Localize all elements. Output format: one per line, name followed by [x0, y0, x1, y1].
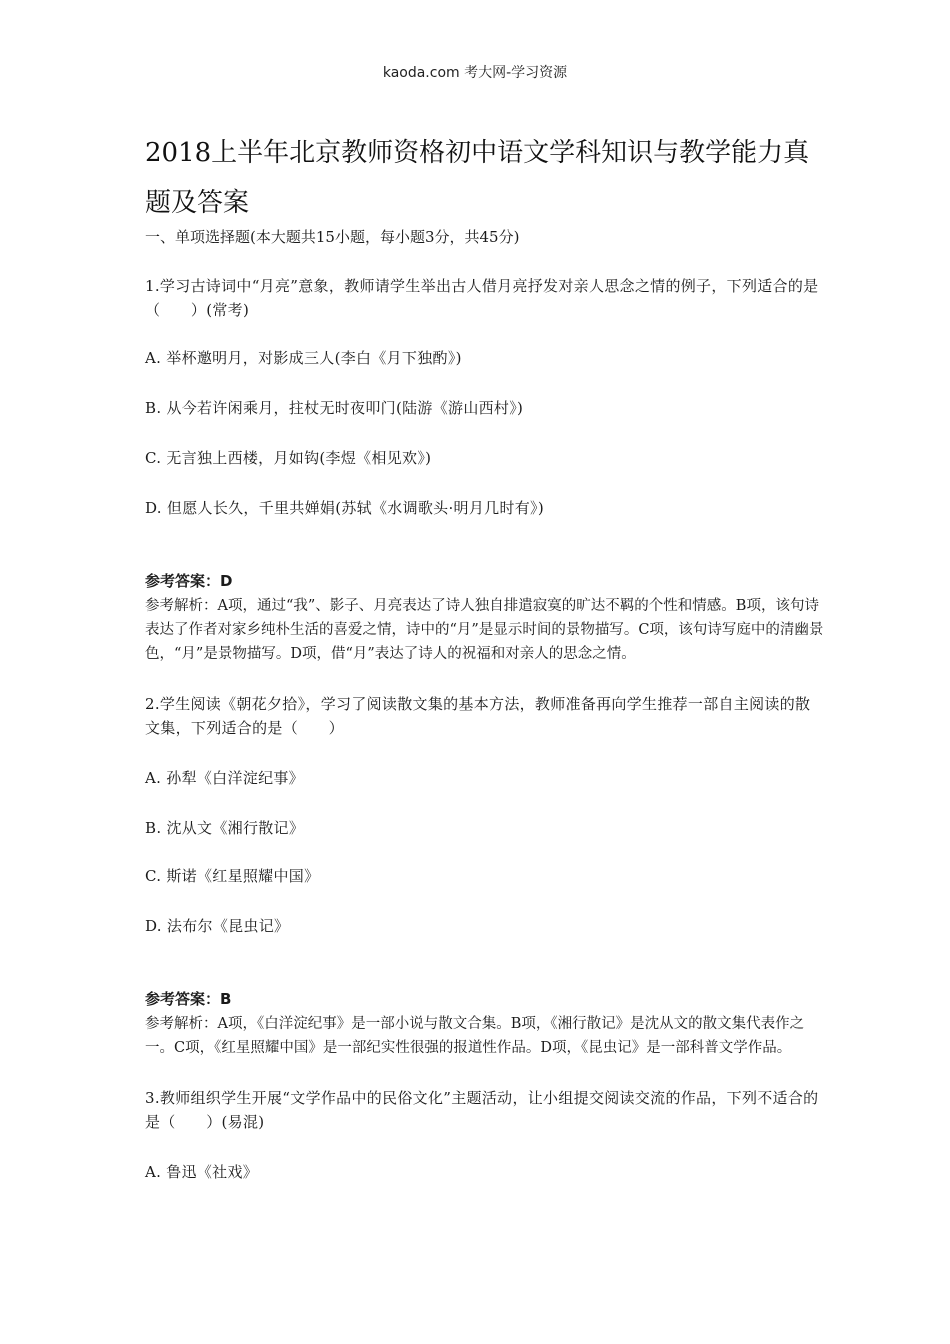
question-1-option-a: A. 举杯邀明月，对影成三人(李白《月下独酌》) — [145, 349, 462, 367]
question-1-option-c: C. 无言独上西楼，月如钩(李煜《相见欢》) — [145, 449, 432, 467]
section-heading: 一、单项选择题(本大题共15小题，每小题3分，共45分) — [145, 228, 520, 246]
question-1-analysis: 参考解析：A项，通过“我”、影子、月亮表达了诗人独自排遣寂寞的旷达不羁的个性和情感。B项，该句诗表达了作者对家乡纯朴生活的喜爱之情，诗中的“月”是显示时间的景物描写。C项，该句诗写庭中的清幽景色，“月”是景物描写。D项，借“月”表达了诗人的祝福和对亲人的思念之情。 — [145, 598, 824, 662]
page-header: kaoda.com 考大网-学习资源 — [382, 65, 568, 81]
question-1-stem: 1.学习古诗词中“月亮”意象，教师请学生举出古人借月亮抒发对亲人思念之情的例子，下列适合的是（ ）(常考) — [145, 277, 819, 319]
question-2-option-c: C. 斯诺《红星照耀中国》 — [145, 867, 320, 885]
question-1-option-b: B. 从今若许闲乘月，拄杖无时夜叩门(陆游《游山西村》) — [145, 399, 524, 417]
document-title: 2018上半年北京教师资格初中语文学科知识与教学能力真题及答案 — [145, 138, 810, 218]
question-1-answer: 参考答案：D — [145, 572, 233, 590]
question-1-option-d: D. 但愿人长久，千里共婵娟(苏轼《水调歌头·明月几时有》) — [145, 499, 545, 517]
question-2-answer: 参考答案：B — [145, 990, 232, 1008]
question-2-option-d: D. 法布尔《昆虫记》 — [145, 917, 290, 935]
question-2-analysis: 参考解析：A项，《白洋淀纪事》是一部小说与散文合集。B项，《湘行散记》是沈从文的散文集代表作之一。C项，《红星照耀中国》是一部纪实性很强的报道性作品。D项，《昆虫记》是一部科普文学作品。 — [145, 1016, 805, 1056]
question-3-stem: 3.教师组织学生开展“文学作品中的民俗文化”主题活动，让小组提交阅读交流的作品，下列不适合的是（ ）(易混) — [145, 1089, 819, 1131]
question-2-option-a: A. 孙犁《白洋淀纪事》 — [145, 769, 304, 787]
question-2-stem: 2.学生阅读《朝花夕拾》，学习了阅读散文集的基本方法，教师准备再向学生推荐一部自主阅读的散文集，下列适合的是（ ） — [145, 695, 811, 737]
question-3-option-a: A. 鲁迅《社戏》 — [145, 1163, 259, 1181]
question-2-option-b: B. 沈从文《湘行散记》 — [145, 819, 305, 837]
